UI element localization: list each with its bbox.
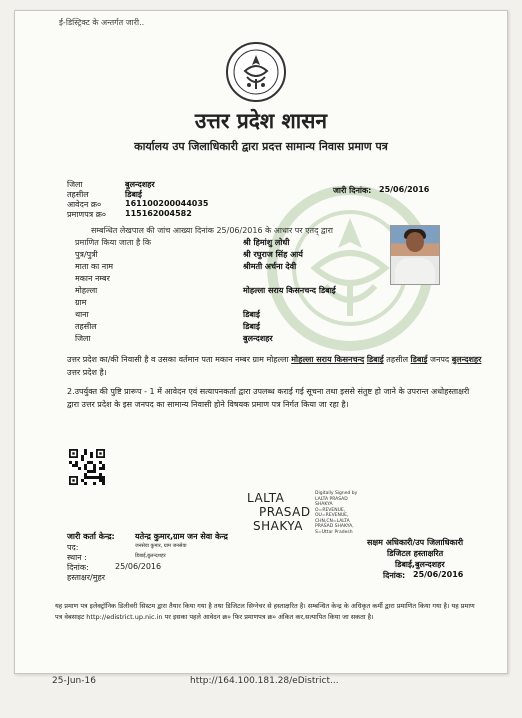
signature-name: LALTA PRASAD SHAKYA <box>247 491 311 533</box>
thana-value: डिबाई <box>243 310 260 319</box>
father-name: श्री रघुराज सिंह आर्य <box>243 250 303 259</box>
issuer-place-label: स्थान : <box>67 553 87 562</box>
issuer-place-value: डिबाई,बुलन्दशहर <box>135 553 166 559</box>
confirmation-paragraph: 2.उपर्युक्त की पुष्टि प्रारूप - 1 में आवेदन एवं सत्यापनकर्ता द्वारा उपलब्ध कराई गई सूचना तथा इससे संतुष्ट हो जाने के उपरान्त अधोहस्ताक्षरी द्वारा उत्तर प्रदेश के इस जनपद का सामान्य निवासी होने विषयक प्रमाण पत्र निर्गत किया जा रहा है। <box>67 387 470 409</box>
qr-code <box>69 449 105 485</box>
application-no: 161100200044035 <box>125 199 209 208</box>
issuer-post-value: जनसेवा कुमार, ग्राम जनसेवा <box>135 543 187 549</box>
certificate-no: 115162004582 <box>125 209 192 218</box>
print-url: http://164.100.181.28/eDistrict... <box>190 676 339 686</box>
application-no-label: आवेदन क्र० <box>67 200 102 209</box>
issue-date: 25/06/2016 <box>379 185 430 194</box>
house-label: मकान नम्बर <box>75 274 110 283</box>
tehsil2-label: तहसील <box>75 322 97 331</box>
issuer-sign-label: हस्ताक्षर/मुहर <box>67 573 105 582</box>
officer-line-3: डिबाई,बुलन्दशहर <box>395 560 445 569</box>
digital-signature-note: Digitally Signed by LALTA PRASAD SHAKYA O=REVENUE, OU=REVENUE, CHN,CN=LALTA PRASAD SHAKYA, S=Uttar Pradesh <box>315 491 358 535</box>
print-date: 25-Jun-16 <box>52 676 96 686</box>
up-emblem-icon <box>225 41 287 103</box>
issuer-date-label: दिनांक: <box>67 563 89 572</box>
applicant-name: श्री हिमांशु लोधी <box>243 238 290 247</box>
mohalla-value: मोहल्ला सराय किसनचन्द डिबाई <box>243 286 336 295</box>
officer-line-2: डिजिटल हस्ताक्षरित <box>387 549 444 558</box>
thana-label: थाना <box>75 310 89 319</box>
village-label: ग्राम <box>75 298 87 307</box>
issuer-date-value: 25/06/2016 <box>115 562 162 571</box>
tehsil-label: तहसील <box>67 190 89 199</box>
issuer-center-value: यतेन्द्र कुमार,ग्राम जन सेवा केन्द्र <box>135 532 228 541</box>
officer-date: 25/06/2016 <box>413 570 464 579</box>
district2-label: जिला <box>75 334 91 343</box>
top-note: ई-डिस्ट्रिक्ट के अन्तर्गत जारी.. <box>59 18 145 27</box>
certificate-subtitle: कार्यालय उप जिलाधिकारी द्वारा प्रदत्त सामान्य निवास प्रमाण पत्र <box>134 140 388 153</box>
intro-line-2: प्रमाणित किया जाता है कि <box>75 238 152 247</box>
district-value: बुलन्दशहर <box>125 180 155 189</box>
applicant-photo <box>390 225 440 285</box>
page-title: उत्तर प्रदेश शासन <box>194 109 328 133</box>
issuer-post-label: पद: <box>67 543 79 552</box>
officer-date-label: दिनांक: <box>383 571 406 580</box>
verification-note: यह प्रमाण पत्र इलेक्ट्रॉनिक डिलीवरी सिस्टम द्वारा तैयार किया गया है तथा डिजिटल सिग्नेचर से हस्ताक्षरित है। सम्बन्धित केन्द्र के अधिकृत कर्मी द्वारा प्रमाणित किया गया है। यह प्रमाण पत्र वेबसाइट http://edistrict.up.nic.in पर इसका पहले आवेदन क्र० फिर प्रमाणपत्र क्र० अंकित कर,सत्यापित किया जा सकता है। <box>55 602 475 621</box>
district2-value: बुलन्दशहर <box>243 334 273 343</box>
mother-label: माता का नाम <box>75 262 114 271</box>
certificate-no-label: प्रमाणपत्र क्र० <box>67 210 106 219</box>
issue-date-label: जारी दिनांक: <box>333 186 372 195</box>
tehsil-value: डिबाई <box>125 190 142 199</box>
intro-line-1: सम्बन्धित लेखपाल की जांच आख्या दिनांक 25/06/2016 के आधार पर एतद् द्वारा <box>91 226 333 235</box>
tehsil2-value: डिबाई <box>243 322 260 331</box>
district-label: जिला <box>67 180 83 189</box>
mohalla-label: मोहल्ला <box>75 286 98 295</box>
issuer-center-label: जारी कर्ता केन्द्र: <box>67 532 115 541</box>
mother-name: श्रीमती अर्चना देवी <box>243 262 297 271</box>
certificate-sheet <box>14 10 508 674</box>
officer-title: सक्षम अधिकारी/उप जिलाधिकारी <box>367 538 464 547</box>
residence-paragraph: उत्तर प्रदेश का/की निवासी है व उसका वर्तमान पता मकान नम्बर ग्राम मोहल्ला मोहल्ला सराय किसनचन्द डिबाई तहसील डिबाई जनपद बुलन्दशहर उत्तर प्रदेश है। <box>67 355 482 377</box>
father-label: पुत्र/पुत्री <box>75 250 98 259</box>
